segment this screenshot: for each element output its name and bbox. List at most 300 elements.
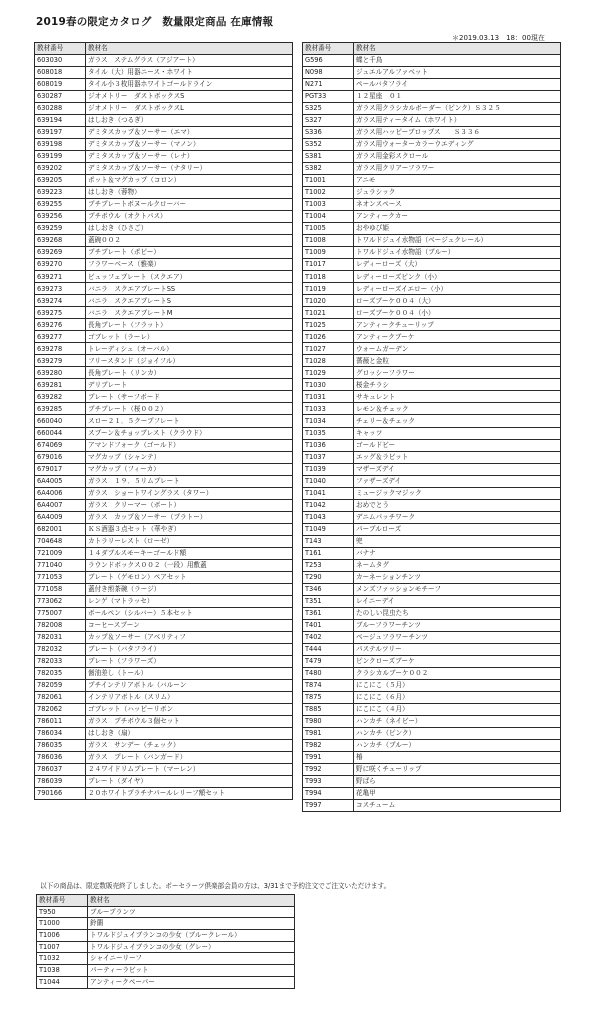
code-cell: 639259 bbox=[35, 223, 86, 235]
table-row bbox=[303, 655, 561, 667]
name-cell: ボールペン（シルバー）５本セット bbox=[85, 607, 292, 619]
table-row bbox=[303, 199, 561, 211]
code-cell: 603030 bbox=[35, 55, 86, 67]
table-row bbox=[37, 941, 295, 953]
name-cell: ゴブレット（ラーレ） bbox=[85, 331, 292, 343]
table-row bbox=[303, 391, 561, 403]
code-cell: 639271 bbox=[35, 271, 86, 283]
name-cell: おやゆび姫 bbox=[353, 223, 560, 235]
sold-out-note: 以下の商品は、限定数販売終了しました。ポーセラーツ倶楽部会員の方は、3/31まで予約注文でご注文いただけます。 bbox=[40, 882, 391, 890]
code-cell: 639282 bbox=[35, 391, 86, 403]
code-cell: T1025 bbox=[303, 319, 354, 331]
name-cell: ガラス用クラシカルボーダー（ピンク）Ｓ３２５ bbox=[353, 103, 560, 115]
code-cell: 782061 bbox=[35, 691, 86, 703]
name-cell: 兜 bbox=[353, 535, 560, 547]
table-row bbox=[35, 391, 293, 403]
code-cell: 639270 bbox=[35, 259, 86, 271]
code-cell: T1020 bbox=[303, 295, 354, 307]
table-row bbox=[303, 139, 561, 151]
code-cell: 660044 bbox=[35, 427, 86, 439]
table-row bbox=[303, 631, 561, 643]
column-header-name: 教材名 bbox=[353, 43, 560, 55]
table-row bbox=[37, 906, 295, 918]
code-cell: 786036 bbox=[35, 751, 86, 763]
code-cell: T1035 bbox=[303, 427, 354, 439]
name-cell: はしおき（蓉物） bbox=[85, 187, 292, 199]
code-cell: 782008 bbox=[35, 619, 86, 631]
name-cell: ジュラシック bbox=[353, 187, 560, 199]
name-cell: ガラス用金彩スクロール bbox=[353, 151, 560, 163]
name-cell: おめでとう bbox=[353, 499, 560, 511]
name-cell: ブループランツ bbox=[87, 906, 294, 918]
name-cell: ジュエルアルファベット bbox=[353, 67, 560, 79]
name-cell: デニムパッチワーク bbox=[353, 511, 560, 523]
code-cell: T253 bbox=[303, 559, 354, 571]
table-row bbox=[303, 571, 561, 583]
name-cell: プレート（バタフライ） bbox=[85, 643, 292, 655]
table-row bbox=[303, 727, 561, 739]
code-cell: 639205 bbox=[35, 175, 86, 187]
code-cell: S381 bbox=[303, 151, 354, 163]
code-cell: T351 bbox=[303, 595, 354, 607]
table-row bbox=[303, 667, 561, 679]
name-cell: プチプレート（ポピー） bbox=[85, 247, 292, 259]
table-row bbox=[35, 535, 293, 547]
code-cell: S382 bbox=[303, 163, 354, 175]
code-cell: T1028 bbox=[303, 355, 354, 367]
code-cell: T1026 bbox=[303, 331, 354, 343]
code-cell: T950 bbox=[37, 906, 88, 918]
table-row bbox=[35, 187, 293, 199]
code-cell: T1029 bbox=[303, 367, 354, 379]
code-cell: 674069 bbox=[35, 439, 86, 451]
code-cell: S352 bbox=[303, 139, 354, 151]
table-row bbox=[35, 415, 293, 427]
table-row bbox=[303, 523, 561, 535]
code-cell: T143 bbox=[303, 535, 354, 547]
name-cell: プチインテリアボトル（バルーン bbox=[85, 679, 292, 691]
code-cell: T1044 bbox=[37, 976, 88, 988]
name-cell: プレート（サーフボード bbox=[85, 391, 292, 403]
code-cell: T1005 bbox=[303, 223, 354, 235]
name-cell: デミタスカップ＆ソーサー（エマ） bbox=[85, 127, 292, 139]
table-row bbox=[37, 953, 295, 965]
table-row bbox=[303, 103, 561, 115]
code-cell: T1009 bbox=[303, 247, 354, 259]
code-cell: T980 bbox=[303, 715, 354, 727]
table-row bbox=[303, 643, 561, 655]
name-cell: はしおき（ひさご） bbox=[85, 223, 292, 235]
name-cell: 薔薇と金粒 bbox=[353, 355, 560, 367]
name-cell: プレート（ダイヤ） bbox=[85, 775, 292, 787]
name-cell: 野ばら bbox=[353, 775, 560, 787]
code-cell: T1002 bbox=[303, 187, 354, 199]
table-row bbox=[303, 463, 561, 475]
table-row bbox=[303, 259, 561, 271]
name-cell: バニラ スクエアプレートM bbox=[85, 307, 292, 319]
code-cell: T1034 bbox=[303, 415, 354, 427]
name-cell: ゴブレット（ハッピーリボン bbox=[85, 703, 292, 715]
name-cell: にこにこ（４月） bbox=[353, 703, 560, 715]
code-cell: 782062 bbox=[35, 703, 86, 715]
name-cell: ビュッフェプレート（スクエア） bbox=[85, 271, 292, 283]
code-cell: T1040 bbox=[303, 475, 354, 487]
code-cell: T994 bbox=[303, 787, 354, 799]
name-cell: マグカップ（フィーカ） bbox=[85, 463, 292, 475]
table-row bbox=[35, 715, 293, 727]
code-cell: S325 bbox=[303, 103, 354, 115]
name-cell: １４ダブルスモーキーゴールド額 bbox=[85, 547, 292, 559]
name-cell: スロー２１．５クープフレート bbox=[85, 415, 292, 427]
table-row bbox=[35, 775, 293, 787]
table-header-row bbox=[303, 43, 561, 55]
table-row bbox=[35, 223, 293, 235]
table-row bbox=[35, 787, 293, 799]
name-cell: ブルーフラワーチンツ bbox=[353, 619, 560, 631]
name-cell: クラシカルブーケ００２ bbox=[353, 667, 560, 679]
name-cell: 蝶と千鳥 bbox=[353, 55, 560, 67]
table-row bbox=[303, 499, 561, 511]
code-cell: T1042 bbox=[303, 499, 354, 511]
name-cell: 椿 bbox=[353, 751, 560, 763]
code-cell: 639273 bbox=[35, 283, 86, 295]
table-row bbox=[303, 91, 561, 103]
name-cell: チェリー＆チェック bbox=[353, 415, 560, 427]
name-cell: ジオメトリー ダストボックスL bbox=[85, 103, 292, 115]
code-cell: N271 bbox=[303, 79, 354, 91]
table-row bbox=[303, 271, 561, 283]
table-row bbox=[303, 283, 561, 295]
code-cell: T1038 bbox=[37, 965, 88, 977]
name-cell: ガラス １９．５リムプレート bbox=[85, 475, 292, 487]
table-row bbox=[303, 295, 561, 307]
name-cell: グロッシーフラワー bbox=[353, 367, 560, 379]
name-cell: 鈴蘭 bbox=[87, 918, 294, 930]
table-row bbox=[303, 787, 561, 799]
table-row bbox=[303, 535, 561, 547]
code-cell: 660040 bbox=[35, 415, 86, 427]
code-cell: T875 bbox=[303, 691, 354, 703]
name-cell: ベージュフラワーチンツ bbox=[353, 631, 560, 643]
code-cell: 639197 bbox=[35, 127, 86, 139]
name-cell: レディーローズ（大） bbox=[353, 259, 560, 271]
table-row bbox=[303, 163, 561, 175]
table-row bbox=[35, 499, 293, 511]
name-cell: ガラス プチボウル３個セット bbox=[85, 715, 292, 727]
table-row bbox=[35, 235, 293, 247]
table-row bbox=[303, 67, 561, 79]
code-cell: 786039 bbox=[35, 775, 86, 787]
table-row bbox=[35, 667, 293, 679]
code-cell: T992 bbox=[303, 763, 354, 775]
name-cell: エッグ＆ラビット bbox=[353, 451, 560, 463]
column-header-code: 教材番号 bbox=[37, 895, 88, 907]
table-row bbox=[303, 127, 561, 139]
table-row bbox=[37, 965, 295, 977]
name-cell: 蓋碗００２ bbox=[85, 235, 292, 247]
name-cell: プレート（ゲモロン）ペアセット bbox=[85, 571, 292, 583]
code-cell: 6A4006 bbox=[35, 487, 86, 499]
code-cell: T1018 bbox=[303, 271, 354, 283]
table-row bbox=[35, 631, 293, 643]
table-row bbox=[303, 763, 561, 775]
name-cell: ハンカチ（ブルー） bbox=[353, 739, 560, 751]
code-cell: T401 bbox=[303, 619, 354, 631]
table-row bbox=[303, 187, 561, 199]
table-row bbox=[303, 367, 561, 379]
name-cell: カーネーションチンツ bbox=[353, 571, 560, 583]
code-cell: 639256 bbox=[35, 211, 86, 223]
table-row bbox=[35, 463, 293, 475]
name-cell: デリプレート bbox=[85, 379, 292, 391]
code-cell: T480 bbox=[303, 667, 354, 679]
name-cell: ファザーズデイ bbox=[353, 475, 560, 487]
stock-table-left bbox=[34, 42, 293, 800]
code-cell: T982 bbox=[303, 739, 354, 751]
code-cell: T1031 bbox=[303, 391, 354, 403]
code-cell: S327 bbox=[303, 115, 354, 127]
code-cell: G596 bbox=[303, 55, 354, 67]
table-row bbox=[303, 211, 561, 223]
code-cell: 639280 bbox=[35, 367, 86, 379]
table-row bbox=[35, 739, 293, 751]
name-cell: ガラス サンデー（チェック） bbox=[85, 739, 292, 751]
table-row bbox=[303, 151, 561, 163]
table-row bbox=[35, 163, 293, 175]
name-cell: コーヒースプーン bbox=[85, 619, 292, 631]
name-cell: 醤油差し（トール） bbox=[85, 667, 292, 679]
name-cell: タイル（大）用器ニース・ホワイト bbox=[85, 67, 292, 79]
name-cell: レディーローズピンク（小） bbox=[353, 271, 560, 283]
table-row bbox=[35, 619, 293, 631]
name-cell: 長角プレート（リンカ） bbox=[85, 367, 292, 379]
table-row bbox=[35, 379, 293, 391]
name-cell: マザーズデイ bbox=[353, 463, 560, 475]
table-row bbox=[35, 451, 293, 463]
name-cell: ペールバタフライ bbox=[353, 79, 560, 91]
code-cell: S336 bbox=[303, 127, 354, 139]
name-cell: フラワーベース（雅楽） bbox=[85, 259, 292, 271]
code-cell: 639279 bbox=[35, 355, 86, 367]
table-row bbox=[303, 715, 561, 727]
name-cell: アンティークブーケ bbox=[353, 331, 560, 343]
name-cell: ガラス用ティータイム（ホワイト） bbox=[353, 115, 560, 127]
code-cell: T1032 bbox=[37, 953, 88, 965]
name-cell: マグカップ（シャンテ） bbox=[85, 451, 292, 463]
name-cell: アンティークペーパー bbox=[87, 976, 294, 988]
code-cell: T874 bbox=[303, 679, 354, 691]
table-row bbox=[303, 319, 561, 331]
table-row bbox=[37, 976, 295, 988]
name-cell: トワルドジュイ水物語（ベージュクレール） bbox=[353, 235, 560, 247]
table-row bbox=[35, 607, 293, 619]
table-row bbox=[35, 211, 293, 223]
table-row bbox=[35, 595, 293, 607]
code-cell: 630288 bbox=[35, 103, 86, 115]
code-cell: 782059 bbox=[35, 679, 86, 691]
code-cell: 775007 bbox=[35, 607, 86, 619]
table-row bbox=[303, 751, 561, 763]
table-row bbox=[35, 319, 293, 331]
code-cell: 639194 bbox=[35, 115, 86, 127]
column-header-code: 教材番号 bbox=[35, 43, 86, 55]
code-cell: 608019 bbox=[35, 79, 86, 91]
code-cell: 771040 bbox=[35, 559, 86, 571]
table-row bbox=[35, 151, 293, 163]
table-row bbox=[35, 175, 293, 187]
name-cell: はしおき（つるぎ） bbox=[85, 115, 292, 127]
name-cell: にこにこ（５月） bbox=[353, 679, 560, 691]
table-row bbox=[303, 343, 561, 355]
name-cell: ガラス ステムグラス（アジアート） bbox=[85, 55, 292, 67]
name-cell: ＫＳ酒器３点セット（華やぎ） bbox=[85, 523, 292, 535]
table-row bbox=[303, 511, 561, 523]
name-cell: トワルドジュイブランコの少女（ブルークレール） bbox=[87, 930, 294, 942]
name-cell: シャイニーリーフ bbox=[87, 953, 294, 965]
code-cell: 786037 bbox=[35, 763, 86, 775]
name-cell: ２０ホワイトプラチナパールレリーフ額セット bbox=[85, 787, 292, 799]
name-cell: レディーローズイエロー（小） bbox=[353, 283, 560, 295]
table-row bbox=[35, 199, 293, 211]
table-row bbox=[35, 127, 293, 139]
name-cell: パープルローズ bbox=[353, 523, 560, 535]
code-cell: 639199 bbox=[35, 151, 86, 163]
table-row bbox=[35, 751, 293, 763]
code-cell: 790166 bbox=[35, 787, 86, 799]
name-cell: トワルドジュイブランコの少女（グレー） bbox=[87, 941, 294, 953]
code-cell: 639276 bbox=[35, 319, 86, 331]
column-header-code: 教材番号 bbox=[303, 43, 354, 55]
table-row bbox=[35, 355, 293, 367]
code-cell: 639198 bbox=[35, 139, 86, 151]
name-cell: ローズブーケ００４（大） bbox=[353, 295, 560, 307]
name-cell: プチプレートボヌールクローバー bbox=[85, 199, 292, 211]
code-cell: PGT33 bbox=[303, 91, 354, 103]
name-cell: バニラ スクエアプレートS bbox=[85, 295, 292, 307]
name-cell: デミタスカップ＆ソーサー（ナタリー） bbox=[85, 163, 292, 175]
table-row bbox=[303, 427, 561, 439]
code-cell: 639278 bbox=[35, 343, 86, 355]
code-cell: 679016 bbox=[35, 451, 86, 463]
column-header-name: 教材名 bbox=[85, 43, 292, 55]
name-cell: ガラス用ハッピーブロップス Ｓ３３６ bbox=[353, 127, 560, 139]
code-cell: 639223 bbox=[35, 187, 86, 199]
table-row bbox=[303, 547, 561, 559]
name-cell: ラウンドボックス００２（一段）用敷蓋 bbox=[85, 559, 292, 571]
name-cell: ポット＆マグカップ（コロン） bbox=[85, 175, 292, 187]
name-cell: ガラス用クリアーフラワー bbox=[353, 163, 560, 175]
code-cell: 639275 bbox=[35, 307, 86, 319]
table-row bbox=[35, 271, 293, 283]
name-cell: トレーディシュ（オーバル） bbox=[85, 343, 292, 355]
table-row bbox=[35, 307, 293, 319]
name-cell: ハンカチ（ネイビー） bbox=[353, 715, 560, 727]
name-cell: バニラ スクエアプレートSS bbox=[85, 283, 292, 295]
name-cell: アンティークチューリップ bbox=[353, 319, 560, 331]
name-cell: キャッツ bbox=[353, 427, 560, 439]
table-row bbox=[35, 547, 293, 559]
code-cell: 639255 bbox=[35, 199, 86, 211]
table-row bbox=[303, 403, 561, 415]
code-cell: T1003 bbox=[303, 199, 354, 211]
code-cell: T997 bbox=[303, 799, 354, 811]
code-cell: 786034 bbox=[35, 727, 86, 739]
column-header-name: 教材名 bbox=[87, 895, 294, 907]
table-row bbox=[35, 655, 293, 667]
code-cell: 782033 bbox=[35, 655, 86, 667]
name-cell: ウォームガーデン bbox=[353, 343, 560, 355]
code-cell: T444 bbox=[303, 643, 354, 655]
code-cell: 639269 bbox=[35, 247, 86, 259]
table-row bbox=[35, 247, 293, 259]
code-cell: T1043 bbox=[303, 511, 354, 523]
table-row bbox=[303, 235, 561, 247]
code-cell: T1036 bbox=[303, 439, 354, 451]
table-row bbox=[303, 415, 561, 427]
name-cell: アマンドフォーク（ゴールド） bbox=[85, 439, 292, 451]
code-cell: 6A4005 bbox=[35, 475, 86, 487]
table-row bbox=[35, 439, 293, 451]
name-cell: アニモ bbox=[353, 175, 560, 187]
code-cell: 639277 bbox=[35, 331, 86, 343]
table-row bbox=[35, 55, 293, 67]
name-cell: ガラス カップ＆ソーサー（プラトー） bbox=[85, 511, 292, 523]
table-row bbox=[35, 583, 293, 595]
code-cell: T1008 bbox=[303, 235, 354, 247]
name-cell: 花亀甲 bbox=[353, 787, 560, 799]
table-row bbox=[35, 403, 293, 415]
name-cell: ガラス クリーマー（ボート） bbox=[85, 499, 292, 511]
code-cell: 773062 bbox=[35, 595, 86, 607]
code-cell: T1021 bbox=[303, 307, 354, 319]
name-cell: パステルツリー bbox=[353, 643, 560, 655]
name-cell: 桜金チラシ bbox=[353, 379, 560, 391]
table-row bbox=[35, 283, 293, 295]
table-row bbox=[35, 331, 293, 343]
table-row bbox=[35, 79, 293, 91]
name-cell: インテリアボトル（スリム） bbox=[85, 691, 292, 703]
name-cell: プチボウル（オクトパス） bbox=[85, 211, 292, 223]
table-row bbox=[303, 739, 561, 751]
table-row bbox=[35, 427, 293, 439]
table-row bbox=[303, 691, 561, 703]
code-cell: N098 bbox=[303, 67, 354, 79]
table-row bbox=[35, 139, 293, 151]
name-cell: にこにこ（６月） bbox=[353, 691, 560, 703]
name-cell: ガラス用ウォーターカラーウエディング bbox=[353, 139, 560, 151]
code-cell: T402 bbox=[303, 631, 354, 643]
name-cell: パーティーラビット bbox=[87, 965, 294, 977]
name-cell: ネオンスペース bbox=[353, 199, 560, 211]
name-cell: トワルドジュイ水物語（ブルー） bbox=[353, 247, 560, 259]
name-cell: レイニーデイ bbox=[353, 595, 560, 607]
code-cell: T1030 bbox=[303, 379, 354, 391]
sold-out-table bbox=[36, 894, 295, 989]
code-cell: 782035 bbox=[35, 667, 86, 679]
name-cell: アンティークカー bbox=[353, 211, 560, 223]
code-cell: 782031 bbox=[35, 631, 86, 643]
code-cell: 639281 bbox=[35, 379, 86, 391]
code-cell: 639268 bbox=[35, 235, 86, 247]
name-cell: レンゲ（マトラッセ） bbox=[85, 595, 292, 607]
code-cell: 786011 bbox=[35, 715, 86, 727]
code-cell: 639285 bbox=[35, 403, 86, 415]
table-row bbox=[35, 523, 293, 535]
code-cell: T1017 bbox=[303, 259, 354, 271]
table-row bbox=[35, 259, 293, 271]
table-row bbox=[303, 355, 561, 367]
code-cell: T1007 bbox=[37, 941, 88, 953]
